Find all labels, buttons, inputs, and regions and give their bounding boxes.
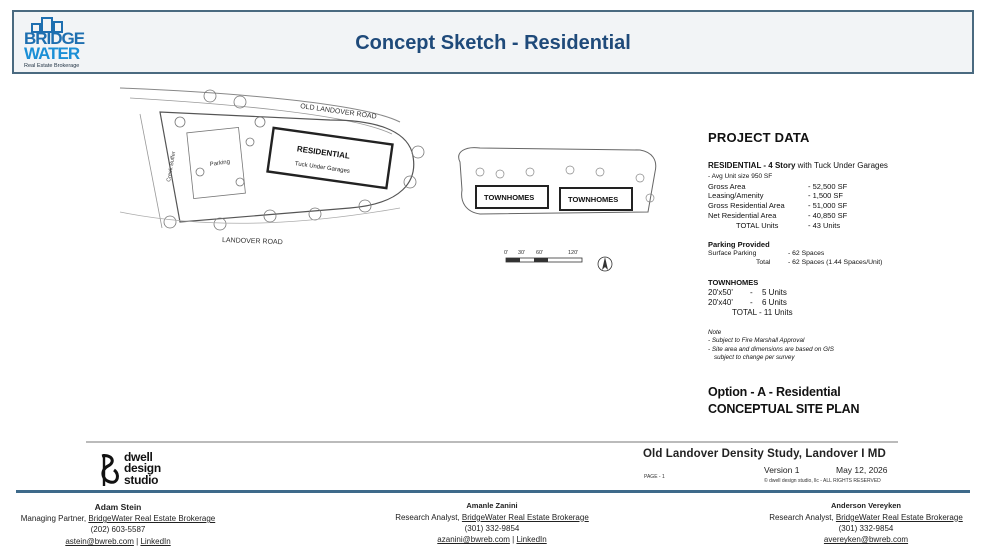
contact-phone: (301) 332-9854	[838, 524, 894, 533]
contact-card-adam-stein	[18, 501, 218, 547]
townhome-row-20x40: 20'x40' - 6 Units	[708, 298, 787, 308]
parking-heading: Parking Provided	[708, 240, 770, 250]
logo-tagline: Real Estate Brokerage	[24, 63, 80, 69]
company-link[interactable]: BridgeWater Real Estate Brokerage	[88, 514, 216, 524]
data-row-gross-area: Gross Area - 52,500 SF	[708, 181, 848, 191]
linkedin-link[interactable]: LinkedIn	[140, 536, 171, 546]
townhome-row-20x50: 20'x50' - 5 Units	[708, 287, 787, 297]
residential-heading-suffix: with Tuck Under Garages	[797, 160, 888, 170]
email-link[interactable]: astein@bwreb.com	[65, 536, 134, 546]
north-arrow-icon	[598, 257, 612, 271]
option-line-2: CONCEPTUAL SITE PLAN	[708, 401, 860, 416]
townhomes-heading: TOWNHOMES	[708, 277, 759, 287]
note-line-2: - Site area and dimensions are based on GIS	[708, 345, 835, 353]
page-number: PAGE - 1	[644, 474, 665, 480]
contact-role: Research Analyst, BridgeWater Real Estate Brokerage	[769, 512, 963, 522]
contact-name: Anderson Vereyken	[830, 501, 902, 510]
project-data-title: PROJECT DATA	[708, 130, 810, 145]
residential-heading	[708, 161, 908, 171]
townhome-total: TOTAL - 11 Units	[732, 308, 793, 318]
tuck-under-label: Tuck Under Garages	[294, 161, 351, 175]
parking-row-total: Total - 62 Spaces (1.44 Spaces/Unit)	[756, 259, 883, 267]
residential-building	[268, 128, 393, 188]
road-label-old-landover: OLD LANDOVER ROAD	[299, 103, 377, 121]
scale-bar	[504, 250, 582, 262]
contact-links: astein@bwreb.com | LinkedIn	[65, 536, 171, 546]
contact-phone: (202) 603-5587	[90, 525, 146, 535]
road-label-landover: LANDOVER ROAD	[221, 237, 283, 247]
scale-label-0: 0'	[504, 250, 509, 256]
header-bar	[12, 10, 974, 74]
option-title	[708, 384, 859, 418]
contact-name: Amanle Zanini	[466, 501, 518, 510]
email-link[interactable]: azanini@bwreb.com	[437, 535, 510, 545]
version-label: Version 1	[764, 465, 800, 475]
logo-word-water: WATER	[24, 44, 80, 63]
contact-role: Managing Partner, BridgeWater Real Estate Brokerage	[20, 514, 216, 524]
contact-name: Adam Stein	[94, 502, 142, 512]
parking-row-surface: Surface Parking - 62 Spaces	[708, 250, 825, 258]
logo-word-bridge: BRIDGE	[24, 29, 85, 48]
study-title: Old Landover Density Study, Landover I MD	[643, 448, 886, 460]
data-row-gross-residential: Gross Residential Area - 51,000 SF	[708, 201, 848, 211]
linkedin-link[interactable]: LinkedIn	[516, 535, 547, 545]
townhomes-label-a: TOWNHOMES	[484, 193, 535, 202]
page-title: Concept Sketch - Residential	[355, 32, 631, 54]
contact-links: azanini@bwreb.com | LinkedIn	[437, 535, 547, 545]
date-label: May 12, 2026	[836, 465, 888, 475]
note-heading: Note	[708, 328, 722, 336]
note-line-1: - Subject to Fire Marshall Approval	[708, 337, 805, 345]
residential-label: RESIDENTIAL	[296, 144, 351, 161]
dwell-design-logo	[96, 452, 186, 488]
option-line-1: Option - A - Residential	[708, 385, 841, 399]
company-link[interactable]: BridgeWater Real Estate Brokerage	[835, 512, 963, 522]
data-row-leasing: Leasing/Amenity - 1,500 SF	[708, 191, 844, 201]
dwell-mark-icon	[96, 452, 124, 488]
avg-unit-size: - Avg Unit size 950 SF	[708, 173, 773, 181]
creek-buffer-label: Creek Buffer	[166, 150, 178, 183]
contact-phone: (301) 332-9854	[464, 524, 520, 533]
contact-card-amanle-zanini	[392, 501, 592, 546]
parking-label: Parking	[209, 159, 231, 168]
note-line-3: subject to change per survey	[714, 354, 795, 362]
project-data-panel	[708, 130, 908, 363]
footer-rule	[16, 490, 970, 493]
copyright-text: © dwell design studio, llc - ALL RIGHTS RESERVED	[764, 478, 881, 484]
scale-label-60: 60'	[536, 250, 544, 256]
title-block-rule	[86, 441, 898, 443]
scale-label-120: 120'	[568, 250, 579, 256]
dwell-brand-text: dwell design studio	[124, 450, 161, 487]
email-link[interactable]: avereyken@bwreb.com	[823, 535, 909, 545]
data-row-total-units: TOTAL Units - 43 Units	[736, 220, 841, 230]
notes-block	[708, 329, 908, 363]
scale-label-30: 30'	[518, 250, 526, 256]
company-link[interactable]: BridgeWater Real Estate Brokerage	[461, 512, 589, 522]
contact-card-anderson-vereyken	[766, 501, 966, 546]
site-plan-sketch	[100, 82, 700, 392]
contact-links	[766, 534, 966, 545]
data-row-net-residential: Net Residential Area - 40,850 SF	[708, 210, 848, 220]
townhomes-label-b: TOWNHOMES	[568, 195, 619, 204]
residential-heading-main: RESIDENTIAL - 4 Story	[708, 160, 796, 170]
contact-role: Research Analyst, BridgeWater Real Estate Brokerage	[395, 512, 589, 522]
